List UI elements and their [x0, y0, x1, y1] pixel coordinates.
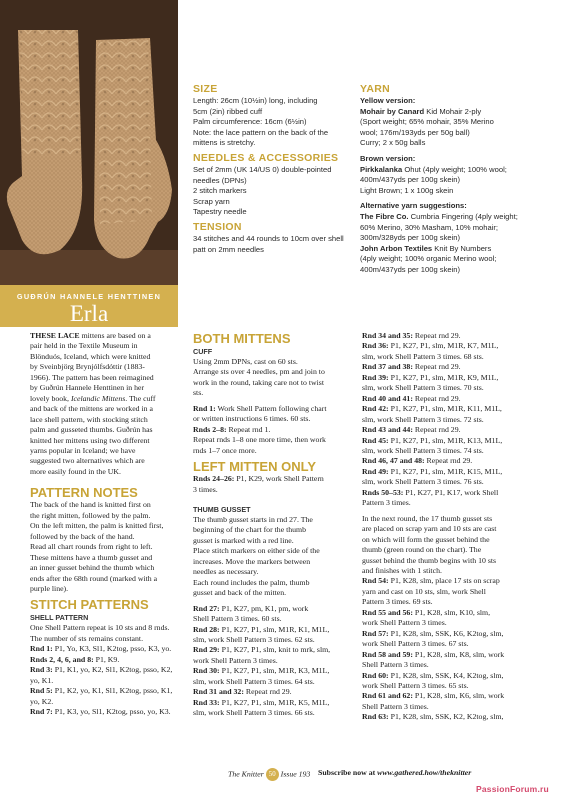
round-text: slm, work Shell Pattern 3 times. 64 sts.	[193, 676, 315, 686]
round-line	[30, 676, 180, 686]
round-text: P1, K27, P1, slm, M1R, K15, M1L,	[388, 466, 503, 476]
round-label: Rnd 63:	[362, 712, 389, 722]
round-line	[362, 488, 537, 498]
round-line	[193, 666, 358, 676]
round-line	[362, 608, 537, 618]
intro-text: mittens are based on a	[79, 331, 151, 340]
page-number: 50	[266, 768, 279, 781]
gusset-line: beginning of the chart for the thumb	[193, 525, 307, 535]
subscribe-link[interactable]: www.gathered.how/theknitter	[377, 768, 472, 777]
notes-line: On the left mitten, the palm is knitted first,	[30, 521, 164, 531]
round-line	[193, 435, 358, 445]
mid-line: thumb (green round on the chart). The	[362, 545, 482, 555]
round-text: yo, K1.	[30, 675, 54, 685]
pattern-title: Erla	[69, 301, 109, 326]
round-text: P1, K28, slm, SSK, K2, K2tog, slm,	[388, 712, 504, 722]
issue-number: Issue 193	[280, 769, 311, 779]
round-line	[193, 474, 358, 484]
column-3	[362, 331, 537, 723]
cuff-line: work in the round, taking care not to twist	[193, 377, 325, 387]
round-label: Rnd 33:	[193, 697, 220, 707]
round-label: Rnd 43 and 44:	[362, 425, 413, 435]
notes-line: These mittens have a thumb gusset and	[30, 552, 153, 562]
round-text: Repeat rnd 29.	[424, 456, 473, 466]
brown-brand-line	[360, 165, 560, 176]
intro-line	[30, 331, 180, 341]
both-mittens-heading: BOTH MITTENS	[193, 331, 291, 346]
alt-yarn-heading: Alternative yarn suggestions:	[360, 201, 467, 211]
intro-line: suggested two alternatives which are	[30, 456, 145, 466]
round-text: Shell Pattern 3 times. 60 sts.	[193, 614, 282, 624]
round-line	[362, 477, 537, 487]
designer-name: GUÐRÚN HANNELE HENTTINEN	[16, 292, 162, 301]
round-text: Repeat rnd 29.	[243, 687, 292, 697]
round-line	[362, 341, 537, 351]
needles-line: needles (DPNs)	[193, 175, 247, 185]
round-text: Repeat rnds 1–8 one more time, then work	[193, 435, 326, 445]
yarn-line: 300m/328yds per 100g skein)	[360, 233, 461, 243]
gusset-line: gusset is marked with a red line.	[193, 535, 294, 545]
round-line	[362, 456, 537, 466]
round-line	[30, 655, 180, 665]
intro-line: 1966). The pattern has been reimagined	[30, 372, 154, 382]
size-text	[193, 96, 353, 149]
round-line	[362, 660, 537, 670]
pattern-notes-heading: PATTERN NOTES	[30, 485, 138, 501]
intro-text: . The cuff	[125, 393, 156, 403]
round-text: Shell Pattern 3 times.	[362, 701, 429, 711]
yarn-brand: The Fibre Co.	[360, 211, 409, 221]
gusset-line: Place stitch markers on either side of the	[193, 546, 320, 556]
round-text: P1, K27, P1, slm, knit to mrk, slm,	[219, 645, 331, 655]
round-label: Rnd 46, 47 and 48:	[362, 456, 425, 466]
round-line	[362, 702, 537, 712]
round-text: Pattern 3 times.	[362, 498, 411, 508]
alt2-brand-line	[360, 244, 560, 255]
round-text: P1, K1, yo, K2, Sl1, K2tog, psso, K2,	[52, 665, 173, 675]
intro-line: palm and gusseted thumbs. Guðrún has	[30, 425, 153, 435]
round-text: P1, K27, pm, K1, pm, work	[219, 603, 309, 613]
cuff-line: sts.	[193, 388, 204, 398]
gusset-line: Each round includes the palm, thumb	[193, 577, 310, 587]
round-line	[30, 686, 180, 696]
round-text: slm, work Shell Pattern 3 times. 66 sts.	[193, 708, 315, 718]
round-line	[193, 687, 358, 697]
round-line	[362, 639, 537, 649]
round-text: Repeat rnd 29.	[412, 425, 461, 435]
subscribe-text: Subscribe now at	[318, 768, 378, 777]
cuff-line: Arrange sts over 4 needles, pm and join to	[193, 367, 325, 377]
intro-line	[30, 394, 180, 404]
round-line	[362, 712, 537, 722]
round-label: Rnd 1:	[193, 403, 216, 413]
round-text: slm, work Shell Pattern 3 times. 68 sts.	[362, 351, 484, 361]
mid-line: and finishes with 1 stitch.	[362, 565, 442, 575]
round-line	[193, 656, 358, 666]
round-line	[362, 618, 537, 628]
round-label: Rnd 29:	[193, 645, 220, 655]
round-line	[362, 352, 537, 362]
round-line	[193, 614, 358, 624]
round-label: Rnds 50–53:	[362, 487, 404, 497]
yarn-brand: Pirkkalanka	[360, 164, 403, 174]
yellow-version-heading: Yellow version:	[360, 96, 416, 105]
thumb-gusset-heading: THUMB GUSSET	[193, 504, 251, 514]
round-label: Rnd 1:	[30, 644, 53, 654]
size-line: mittens is stretchy.	[193, 138, 256, 148]
round-text: P1, K28, slm, place 17 sts on scrap	[388, 576, 500, 586]
yarn-desc: Ohut (4ply weight; 100% wool;	[402, 164, 507, 174]
specs-column	[193, 80, 353, 255]
round-text: work Shell Pattern 3 times.	[193, 655, 278, 665]
intro-text: lovely book,	[30, 393, 71, 403]
round-text: Pattern 3 times. 69 sts.	[362, 597, 433, 607]
round-label: Rnd 57:	[362, 628, 389, 638]
needles-line: 2 stitch markers	[193, 186, 247, 196]
brown-version-heading: Brown version:	[360, 153, 416, 163]
round-text: Shell Pattern 3 times.	[362, 660, 429, 670]
needles-line: Set of 2mm (UK 14/US 0) double-pointed	[193, 164, 332, 174]
round-label: Rnd 36:	[362, 341, 389, 351]
tension-text	[193, 234, 353, 255]
round-line	[362, 629, 537, 639]
notes-line: followed by the back of the hand.	[30, 531, 135, 541]
round-text: P1, K3, yo, Sl1, K2tog, psso, yo, K3.	[52, 707, 171, 717]
alt1-brand-line	[360, 212, 560, 223]
shell-pattern-heading: SHELL PATTERN	[30, 613, 89, 623]
notes-line: The back of the hand is knitted first on	[30, 500, 151, 510]
stitch-patterns-heading: STITCH PATTERNS	[30, 597, 149, 613]
round-label: Rnd 45:	[362, 435, 389, 445]
round-line	[362, 331, 537, 341]
round-text: Repeat rnd 1.	[226, 424, 271, 434]
footer-subscribe	[318, 768, 471, 777]
round-text: yo, K2.	[30, 696, 54, 706]
round-text: P1, K27, P1, slm, M1R, K1, M1L,	[219, 624, 330, 634]
round-text: P1, K9.	[93, 654, 120, 664]
round-line	[362, 467, 537, 477]
round-label: Rnd 34 and 35:	[362, 331, 413, 340]
yarn-desc: Knit By Numbers	[432, 243, 492, 253]
round-text: P1, K27, P1, slm, M1R, K5, M1L,	[219, 697, 330, 707]
column-1	[30, 331, 180, 718]
round-text: Repeat rnd 29.	[412, 393, 461, 403]
yarn-line: (Sport weight; 65% mohair, 35% Merino	[360, 117, 494, 127]
magazine-name: The Knitter	[228, 769, 264, 779]
mid-line: In the next round, the 17 thumb gusset sts	[362, 513, 493, 523]
gusset-line: needles as necessary.	[193, 567, 259, 577]
round-text: P1, Yo, K3, Sl1, K2tog, psso, K3, yo.	[52, 644, 172, 654]
intro-line: pair held in the Textile Museum in	[30, 341, 138, 351]
round-text: P1, K27, P1, slm, M1R, K3, M1L,	[219, 666, 330, 676]
round-text: P1, K27, P1, slm, M1R, K13, M1L,	[388, 435, 503, 445]
round-line	[362, 681, 537, 691]
round-text: slm, work Shell Pattern 3 times. 62 sts.	[193, 634, 315, 644]
size-line: Palm circumference: 16cm (6½in)	[193, 117, 307, 127]
round-line	[30, 644, 180, 654]
needles-heading: NEEDLES & ACCESSORIES	[193, 151, 339, 164]
gusset-line: gusset and back of the mitten.	[193, 588, 287, 598]
round-text: slm, work Shell Pattern 3 times. 76 sts.	[362, 477, 484, 487]
notes-line: an inner gusset behind the thumb which	[30, 563, 155, 573]
round-text: P1, K28, slm, K8, slm, work	[412, 649, 505, 659]
round-label: Rnd 49:	[362, 466, 389, 476]
round-text: work Shell Pattern 3 times. 67 sts.	[362, 639, 469, 649]
tension-line: 34 stitches and 44 rounds to 10cm over shell	[193, 233, 344, 243]
intro-line: by Guðrún Hannele Henttinen in her	[30, 383, 145, 393]
round-text: work Shell Pattern 3 times.	[362, 618, 447, 628]
round-line	[362, 394, 537, 404]
round-text: P1, K28, slm, SSK, K6, K2tog, slm,	[388, 628, 504, 638]
round-text: slm, work Shell Pattern 3 times. 72 sts.	[362, 414, 484, 424]
round-line	[362, 425, 537, 435]
round-line	[193, 625, 358, 635]
mid-line: on which will form the gusset behind the	[362, 534, 490, 544]
round-label: Rnd 28:	[193, 624, 220, 634]
round-line	[30, 665, 180, 675]
yarn-line: Light Brown; 1 x 100g skein	[360, 185, 454, 195]
round-text: Repeat rnd 29.	[412, 362, 461, 372]
round-text: rnds 1–7 once more.	[193, 445, 257, 455]
round-label: Rnd 55 and 56:	[362, 607, 413, 617]
round-text: P1, K29, work Shell Pattern	[234, 474, 324, 484]
round-text: or written instructions 6 times. 60 sts.	[193, 414, 311, 424]
yarn-desc: Kid Mohair 2-ply	[424, 106, 482, 116]
notes-line: the right mitten, followed by the palm.	[30, 510, 151, 520]
round-line	[362, 691, 537, 701]
intro-line: and back of the mittens are worked in a	[30, 404, 153, 414]
round-line	[193, 485, 358, 495]
intro-line: yarns popular in Iceland; we have	[30, 445, 136, 455]
round-label: Rnds 2–8:	[193, 424, 227, 434]
round-text: P1, K27, P1, slm, M1R, K9, M1L,	[388, 372, 499, 382]
round-line	[362, 650, 537, 660]
intro-line: more easily found in the UK.	[30, 466, 121, 476]
book-title: Icelandic Mittens	[70, 393, 126, 403]
yarn-line: Curry; 2 x 50g balls	[360, 138, 426, 148]
round-label: Rnd 5:	[30, 686, 53, 696]
round-text: P1, K27, P1, K17, work Shell	[403, 487, 499, 497]
round-line	[362, 383, 537, 393]
round-line	[362, 671, 537, 681]
round-line	[193, 635, 358, 645]
round-line	[193, 708, 358, 718]
round-line	[362, 587, 537, 597]
tension-line: patt on 2mm needles	[193, 244, 264, 254]
yarn-line: (4ply weight; 100% organic Merino wool;	[360, 254, 497, 264]
round-text: 3 times.	[193, 484, 218, 494]
round-label: Rnd 42:	[362, 404, 389, 414]
round-label: Rnd 30:	[193, 666, 220, 676]
footer-magazine	[228, 768, 310, 781]
round-text: P1, K27, P1, slm, M1R, K11, M1L,	[388, 404, 502, 414]
round-line	[30, 697, 180, 707]
round-label: Rnd 58 and 59:	[362, 649, 413, 659]
round-line	[362, 498, 537, 508]
round-text: yarn and cast on 10 sts, slm, work Shell	[362, 586, 486, 596]
round-label: Rnd 31 and 32:	[193, 687, 244, 697]
round-label: Rnds 2, 4, 6, and 8:	[30, 654, 94, 664]
size-line: Length: 26cm (10½in) long, including	[193, 96, 318, 105]
shell-line: The number of sts remains constant.	[30, 633, 144, 643]
round-line	[362, 373, 537, 383]
round-text: P1, K28, slm, K10, slm,	[412, 607, 491, 617]
round-label: Rnd 39:	[362, 372, 389, 382]
round-text: P1, K27, P1, slm, M1R, K7, M1L,	[388, 341, 499, 351]
intro-line: lace shell pattern, with stocking stitch	[30, 414, 148, 424]
round-label: Rnd 37 and 38:	[362, 362, 413, 372]
round-label: Rnd 40 and 41:	[362, 393, 413, 403]
shell-line: One Shell Pattern repeat is 10 sts and 8 rnds.	[30, 623, 170, 633]
yarn-line: 60% Merino, 30% Masham, 10% mohair;	[360, 222, 499, 232]
round-line	[362, 576, 537, 586]
cuff-heading: CUFF	[193, 347, 213, 356]
size-heading: SIZE	[193, 83, 218, 95]
round-text: work Shell Pattern 3 times. 65 sts.	[362, 680, 469, 690]
yarn-desc: Cumbria Fingering (4ply weight;	[408, 211, 518, 221]
round-line	[362, 446, 537, 456]
cuff-line: Using 2mm DPNs, cast on 60 sts.	[193, 357, 298, 366]
round-text: slm, work Shell Pattern 3 times. 74 sts.	[362, 445, 484, 455]
gusset-line: The thumb gusset starts in rnd 27. The	[193, 514, 313, 524]
round-label: Rnd 54:	[362, 576, 389, 586]
left-mitten-heading: LEFT MITTEN ONLY	[193, 459, 317, 475]
yarn-brand: Mohair by Canard	[360, 106, 425, 116]
round-text: Repeat rnd 29.	[412, 331, 461, 340]
intro-line: knitted her mittens using two different	[30, 435, 150, 445]
gusset-line: increases. Move the markers between	[193, 556, 311, 566]
round-line	[30, 707, 180, 717]
round-line	[362, 436, 537, 446]
round-text: P1, K28, slm, K6, slm, work	[412, 691, 505, 701]
yarn-line: 400m/437yds per 100g skein)	[360, 264, 461, 274]
round-label: Rnd 60:	[362, 670, 389, 680]
round-line	[193, 677, 358, 687]
round-text: P1, K2, yo, K1, Sl1, K2tog, psso, K1,	[52, 686, 173, 696]
yellow-brand-line	[360, 107, 560, 118]
round-line	[362, 362, 537, 372]
round-label: Rnd 27:	[193, 603, 220, 613]
round-label: Rnd 61 and 62:	[362, 691, 413, 701]
round-line	[193, 698, 358, 708]
round-line	[193, 425, 358, 435]
round-line	[193, 404, 358, 414]
round-line	[193, 645, 358, 655]
size-line: Note: the lace pattern on the back of the	[193, 127, 329, 137]
notes-line: ends after the 68th round (marked with a	[30, 573, 158, 583]
intro-line: by Sveinbjörg Brynjólfsdóttir (1883-	[30, 362, 145, 372]
round-text: P1, K28, slm, SSK, K4, K2tog, slm,	[388, 670, 504, 680]
yarn-brand: John Arbon Textiles	[360, 243, 433, 253]
round-line	[193, 414, 358, 424]
mid-line: are placed on scrap yarn and 10 sts are cast	[362, 524, 497, 534]
yarn-line: wool; 176m/193yds per 50g ball)	[360, 127, 470, 137]
intro-lead: THESE LACE	[30, 331, 80, 340]
notes-line: Read all chart rounds from right to left.	[30, 542, 153, 552]
round-label: Rnd 7:	[30, 707, 53, 717]
mittens-photo	[0, 0, 178, 285]
round-line	[362, 597, 537, 607]
watermark: PassionForum.ru	[476, 784, 549, 794]
needles-line: Tapestry needle	[193, 207, 247, 217]
notes-line: purple line).	[30, 583, 69, 593]
needles-text	[193, 165, 353, 218]
round-text: slm, work Shell Pattern 3 times. 70 sts.	[362, 383, 484, 393]
round-text: Work Shell Pattern following chart	[215, 403, 327, 413]
intro-line: Blönduós, Iceland, which were knitted	[30, 351, 151, 361]
round-line	[193, 604, 358, 614]
yarn-column	[360, 80, 560, 276]
round-line	[362, 415, 537, 425]
column-2	[193, 331, 358, 719]
round-label: Rnd 3:	[30, 665, 53, 675]
round-line	[362, 404, 537, 414]
mid-line: gusset behind the thumb begins with 10 sts	[362, 555, 497, 565]
tension-heading: TENSION	[193, 220, 242, 233]
needles-line: Scrap yarn	[193, 196, 230, 206]
yarn-heading: YARN	[360, 83, 390, 95]
yarn-line: 400m/437yds per 100g skein)	[360, 175, 461, 185]
round-label: Rnds 24–26:	[193, 474, 235, 484]
size-line: 5cm (2in) ribbed cuff	[193, 106, 263, 116]
round-line	[193, 446, 358, 456]
